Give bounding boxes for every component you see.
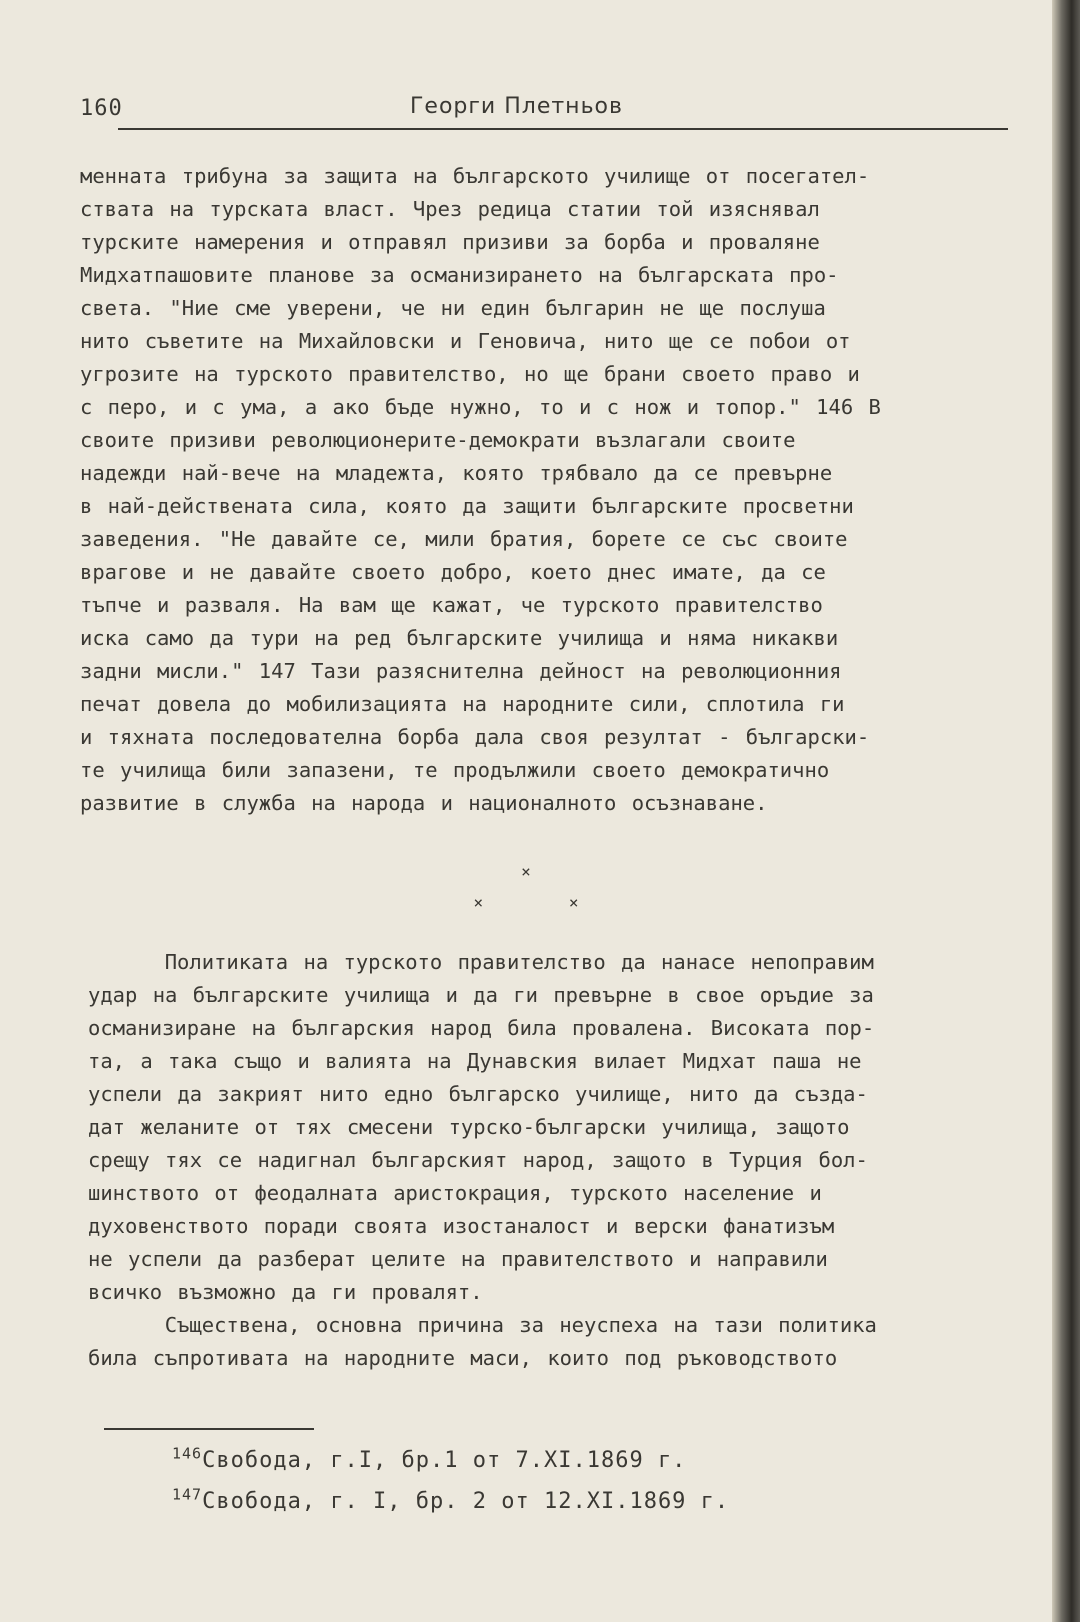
footnote-147 [172, 1485, 730, 1514]
footnote-146 [172, 1444, 729, 1473]
text-line: угрозите на турското правителство, но ще брани своето право и [80, 362, 860, 386]
header-rule [118, 128, 1008, 130]
separator-asterism: × [568, 893, 579, 912]
page-header [80, 96, 1008, 132]
book-spine-shadow [1052, 0, 1080, 1622]
text-line: срещу тях се надигнал българският народ, защото в Турция бол- [88, 1148, 868, 1172]
page-number: 160 [80, 96, 123, 121]
text-line: и тяхната последователна борба дала своя резултат - български- [80, 725, 870, 749]
body-text-section-2 [88, 946, 1018, 1375]
text-line: Мидхатпашовите планове за османизирането на българската про- [80, 263, 839, 287]
footnote-text: Свобода, г. I, бр. 2 от 12.XI.1869 г. [202, 1489, 730, 1514]
running-title: Георги Плетньов [410, 94, 623, 119]
text-line: менната трибуна за защита на българското училище от посегател- [80, 164, 870, 188]
text-line: Политиката на турското правителство да нанасе непоправим [88, 950, 874, 974]
text-line: те училища били запазени, те продължили своето демократично [80, 758, 830, 782]
section-separator-top [0, 862, 1052, 881]
text-line: тъпче и разваля. На вам ще кажат, че турското правителство [80, 593, 823, 617]
text-line: своите призиви революционерите-демократи възлагали своите [80, 428, 796, 452]
text-line: та, а така също и валията на Дунавския вилает Мидхат паша не [88, 1049, 862, 1073]
text-line: шинството от феодалната аристокрация, турското население и [88, 1181, 822, 1205]
text-line: ствата на турската власт. Чрез редица статии той изяснявал [80, 197, 820, 221]
text-line: задни мисли." 147 Тази разяснителна дейност на революционния [80, 659, 842, 683]
footnote-mark: 147 [172, 1485, 203, 1504]
separator-asterism: × [473, 893, 484, 912]
text-line: света. "Ние сме уверени, че ни един българин не ще послуша [80, 296, 826, 320]
text-line: дат желаните от тях смесени турско-български училища, защото [88, 1115, 850, 1139]
text-line: печат довела до мобилизацията на народните сили, сплотила ги [80, 692, 845, 716]
text-line: нито съветите на Михайловски и Геновича, нито ще се побои от [80, 329, 851, 353]
text-line: духовенството поради своята изостаналост и верски фанатизъм [88, 1214, 835, 1238]
text-line: с перо, и с ума, а ако бъде нужно, то и с нож и топор." 146 В [80, 395, 881, 419]
text-line: заведения. "Не давайте се, мили братия, борете се със своите [80, 527, 848, 551]
section-separator-bottom [0, 893, 1052, 912]
text-line: удар на българските училища и да ги превърне в свое оръдие за [88, 983, 874, 1007]
text-line: врагове и не давайте своето добро, което днес имате, да се [80, 560, 826, 584]
text-line: в най-действената сила, която да защити българските просветни [80, 494, 854, 518]
text-line: османизиране на българския народ била провалена. Високата пор- [88, 1016, 875, 1040]
body-text-section-1 [80, 160, 1015, 820]
text-line: не успели да разберат целите на правителството и направили [88, 1247, 828, 1271]
text-line: Съществена, основна причина за неуспеха на тази политика [88, 1313, 877, 1337]
footnote-text: Свобода, г.I, бр.1 от 7.XI.1869 г. [202, 1448, 687, 1473]
text-line: била съпротивата на народните маси, които под ръководството [88, 1346, 838, 1370]
footnote-mark: 146 [172, 1444, 203, 1463]
separator-asterism: × [521, 862, 531, 881]
text-line: надежди най-вече на младежта, която трябвало да се превърне [80, 461, 833, 485]
text-line: турските намерения и отправял призиви за борба и проваляне [80, 230, 820, 254]
text-line: развитие в служба на народа и националното осъзнаване. [80, 791, 768, 815]
text-line: всичко възможно да ги провалят. [88, 1280, 483, 1304]
text-line: иска само да тури на ред българските училища и няма никакви [80, 626, 839, 650]
text-line: успели да закрият нито едно българско училище, нито да създа- [88, 1082, 868, 1106]
footnotes [172, 1444, 730, 1530]
footnote-rule [104, 1428, 314, 1430]
